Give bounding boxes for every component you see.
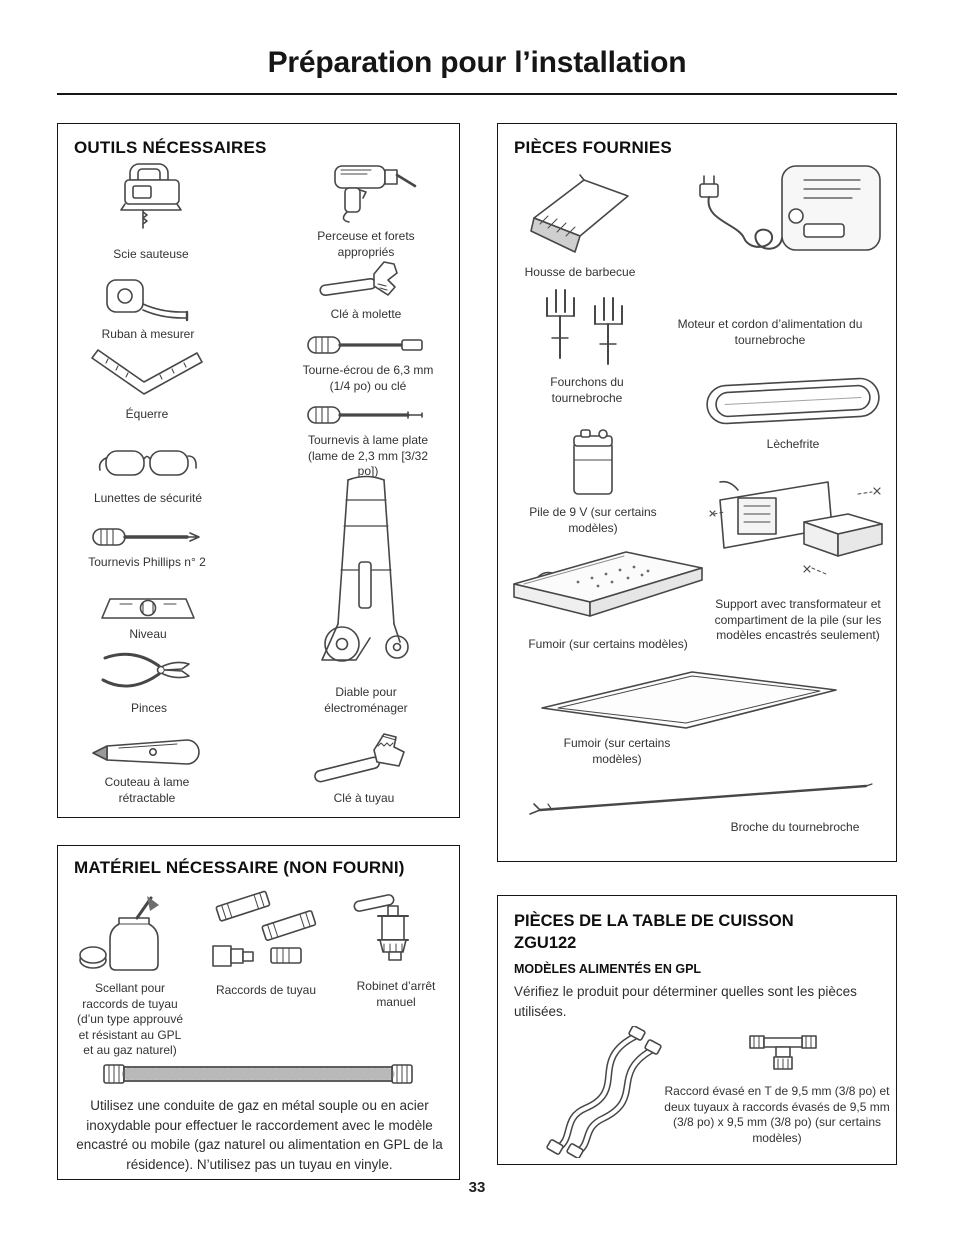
figure-caption: Perceuse et forets appropriés <box>317 229 415 259</box>
flexible-gas-line-icon <box>102 1058 414 1090</box>
pliers-icon <box>99 648 199 696</box>
flared-hoses-icon <box>524 1026 674 1158</box>
nine-volt-battery-icon <box>562 426 624 500</box>
rotisserie-forks-icon <box>531 286 643 370</box>
figure-pliers <box>96 648 202 717</box>
tee-fitting-figure <box>746 1022 820 1079</box>
figure-caption: Robinet d’arrêt manuel <box>356 979 436 1009</box>
figure-caption: Diable pour électroménager <box>324 685 408 715</box>
figure-caption: Scie sauteuse <box>113 247 189 261</box>
figure-phillips-screwdriver <box>82 524 212 571</box>
figure-caption: Raccords de tuyau <box>215 983 317 997</box>
title-rule <box>57 93 897 95</box>
figure-pipe-wrench <box>302 728 426 807</box>
figure-caption: Ruban à mesurer <box>101 327 195 341</box>
figure-tape-measure <box>86 276 210 343</box>
flat-screwdriver-icon <box>306 402 430 428</box>
tape-measure-icon <box>101 276 195 322</box>
figure-drill <box>304 160 428 260</box>
phillips-screwdriver-icon <box>91 524 203 550</box>
cooktop-subheading: MODÈLES ALIMENTÉS EN GPL <box>514 962 702 976</box>
figure-caption: Couteau à lame rétractable <box>104 775 190 805</box>
materials-heading: MATÉRIEL NÉCESSAIRE (NON FOURNI) <box>74 858 405 877</box>
appliance-dolly-icon <box>310 474 422 680</box>
figure-caption: Pinces <box>130 701 168 715</box>
nut-driver-icon <box>306 332 430 358</box>
rotisserie-spit-icon <box>518 778 874 820</box>
pipe-wrench-icon <box>312 728 416 786</box>
safety-glasses-icon <box>96 442 200 486</box>
figure-caption: Moteur et cordon d’alimentation du tournebroche <box>677 317 863 347</box>
page-title: Préparation pour l’installation <box>267 46 687 79</box>
figure-caption: Fumoir (sur certains modèles) <box>528 637 688 651</box>
cooktop-body-text: Vérifiez le produit pour déterminer quelles sont les pièces utilisées. <box>514 984 857 1019</box>
supplied-parts-box <box>497 123 897 862</box>
figure-broiler-pan <box>698 370 888 453</box>
materials-note: Utilisez une conduite de gaz en métal souple ou en acier inoxydable pour effectuer le raccordement avec le modèle encastré ou mobile (gaz naturel ou alimentation en GPL de la résidence). N’utilisez pas un tuyau en vinyle. <box>76 1098 443 1172</box>
smoker-lid-figure <box>534 666 844 737</box>
adjustable-wrench-icon <box>318 258 414 302</box>
figure-caption: Broche du tournebroche <box>730 820 860 834</box>
figure-caption: Clé à tuyau <box>333 791 395 805</box>
drill-icon <box>313 160 419 224</box>
figure-appliance-dolly <box>310 474 422 716</box>
figure-safety-glasses <box>86 442 210 507</box>
figure-caption: Clé à molette <box>330 307 402 321</box>
figure-utility-knife <box>80 736 214 806</box>
figure-caption: Housse de barbecue <box>524 265 636 279</box>
figure-smoker-box <box>502 544 714 653</box>
figure-nine-volt-battery <box>528 426 658 536</box>
cooktop-parts-box <box>497 895 897 1165</box>
cooktop-heading: PIÈCES DE LA TABLE DE CUISSON ZGU122 <box>514 912 794 953</box>
figure-caption: Support avec transformateur et compartiment de la pile (sur les modèles encastrés seulement) <box>714 597 882 643</box>
jigsaw-icon <box>109 158 193 242</box>
figure-caption: Scellant pour raccords de tuyau (d’un type approuvé et résistant au GPL et au gaz naturel) <box>76 981 184 1058</box>
carpenter-square-icon <box>86 338 208 402</box>
figure-caption: Tournevis à lame plate (lame de 2,3 mm [3/32 po]) <box>307 433 429 479</box>
figure-caption: Fourchons du tournebroche <box>550 375 624 405</box>
figure-adjustable-wrench <box>306 258 426 323</box>
shutoff-valve-icon <box>348 890 444 974</box>
flared-hoses-figure <box>524 1026 674 1163</box>
broiler-pan-icon <box>701 370 885 432</box>
tee-fitting-icon <box>746 1022 820 1074</box>
barbecue-cover-icon <box>520 168 640 260</box>
transformer-bracket-icon <box>708 470 888 592</box>
tools-box <box>57 123 460 818</box>
supplied-heading: PIÈCES FOURNIES <box>514 138 672 157</box>
figure-caption: Tournevis Phillips n° 2 <box>88 555 206 569</box>
tools-heading: OUTILS NÉCESSAIRES <box>74 138 267 157</box>
figure-rotisserie-forks <box>520 286 654 406</box>
figure-caption: Lunettes de sécurité <box>93 491 203 505</box>
figure-caption: Fumoir (sur certains modèles) <box>563 736 671 766</box>
smoker-lid-icon <box>534 666 844 732</box>
figure-sealant <box>74 892 186 1059</box>
page-number: 33 <box>468 1179 486 1196</box>
pipe-fittings-icon <box>205 888 327 978</box>
figure-carpenter-square <box>84 338 210 423</box>
figure-caption: Niveau <box>129 627 167 641</box>
figure-rotisserie-motor <box>650 162 890 348</box>
figure-shutoff-valve <box>342 890 450 1010</box>
flexible-gas-line-figure <box>102 1058 414 1095</box>
figure-caption: Pile de 9 V (sur certains modèles) <box>529 505 657 535</box>
figure-nut-driver <box>296 332 440 394</box>
figure-jigsaw <box>96 158 206 263</box>
figure-caption: Lèchefrite <box>766 437 820 451</box>
level-icon <box>98 594 198 622</box>
materials-box <box>57 845 460 1180</box>
figure-caption: Raccord évasé en T de 9,5 mm (3/8 po) et deux tuyaux à raccords évasés de 9,5 mm (3/8 po) x 9,5 mm (3/8 po) (sur certains modèles) <box>664 1084 890 1145</box>
sealant-icon <box>75 892 185 976</box>
rotisserie-spit-figure <box>518 778 874 825</box>
figure-transformer-bracket <box>704 470 892 644</box>
figure-level <box>94 594 202 643</box>
figure-flat-screwdriver <box>296 402 440 480</box>
utility-knife-icon <box>89 736 205 770</box>
figure-caption: Tourne-écrou de 6,3 mm (1/4 po) ou clé <box>302 363 434 393</box>
figure-caption: Équerre <box>125 407 169 421</box>
figure-pipe-fittings <box>204 888 328 999</box>
rotisserie-motor-icon <box>654 162 886 312</box>
figure-barbecue-cover <box>510 168 650 281</box>
smoker-box-icon <box>508 544 708 632</box>
